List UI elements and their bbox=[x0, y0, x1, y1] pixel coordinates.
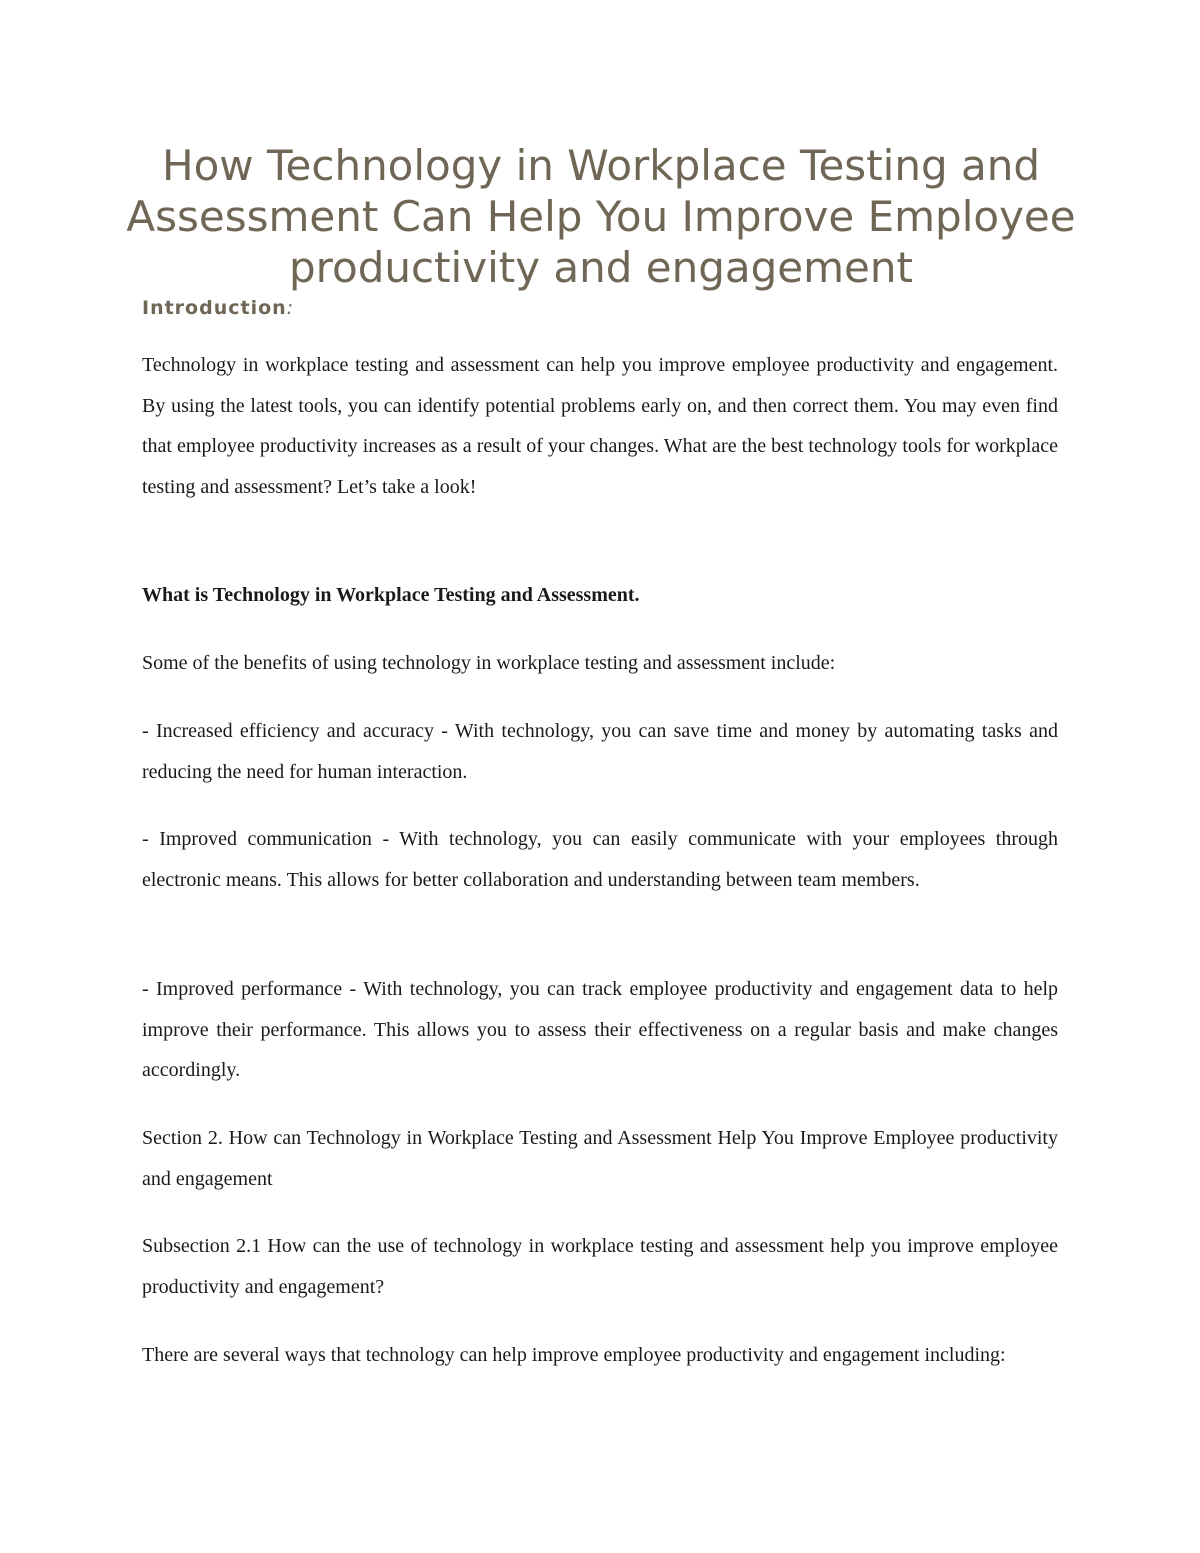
ways-paragraph: There are several ways that technology can help improve employee productivity and engagement including: bbox=[142, 1344, 1006, 1366]
introduction-label bbox=[142, 297, 294, 319]
section-heading: What is Technology in Workplace Testing and Assessment. bbox=[142, 584, 640, 606]
introduction-label-colon: : bbox=[286, 297, 295, 319]
document-title: How Technology in Workplace Testing and Assessment Can Help You Improve Employee productivity and engagement bbox=[126, 141, 1076, 292]
benefits-intro-paragraph: Some of the benefits of using technology in workplace testing and assessment include: bbox=[142, 652, 836, 674]
introduction-label-text: Introduction bbox=[142, 297, 287, 319]
benefit-efficiency-paragraph: - Increased efficiency and accuracy - With technology, you can save time and money by automating tasks and reducing the need for human interaction. bbox=[142, 720, 1058, 783]
section-2-paragraph: Section 2. How can Technology in Workplace Testing and Assessment Help You Improve Employee productivity and engagement bbox=[142, 1127, 1058, 1190]
intro-paragraph: Technology in workplace testing and assessment can help you improve employee productivity and engagement. By using the latest tools, you can identify potential problems early on, and then correct them. You may even find that employee productivity increases as a result of your changes. What are the best technology tools for workplace testing and assessment? Let’s take a look! bbox=[142, 354, 1058, 498]
subsection-2-1-paragraph: Subsection 2.1 How can the use of technology in workplace testing and assessment help you improve employee productivity and engagement? bbox=[142, 1235, 1058, 1298]
benefit-communication-paragraph: - Improved communication - With technology, you can easily communicate with your employees through electronic means. This allows for better collaboration and understanding between team members. bbox=[142, 828, 1058, 891]
benefit-performance-paragraph: - Improved performance - With technology, you can track employee productivity and engagement data to help improve their performance. This allows you to assess their effectiveness on a regular basis and make changes accordingly. bbox=[142, 978, 1058, 1081]
